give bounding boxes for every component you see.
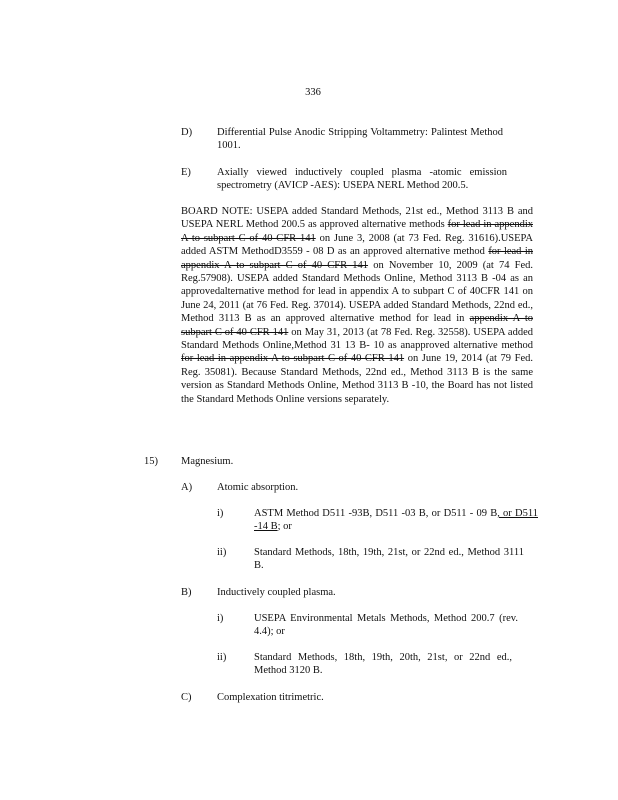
board-note-struck-1: for lead in appendix A to subpart C of 40 CFR 141 bbox=[181, 219, 533, 244]
board-note-text-4: on May 31, 2013 (at 78 Fed. Reg. 32558). USEPA added Standard Methods Online,Method 31 13 B- 10 as anapproved alternative method bbox=[181, 326, 533, 352]
item-15bi-text: USEPA Environmental Metals Methods, Method 200.7 (rev. 4.4); or bbox=[254, 613, 518, 637]
item-15c-label: C) bbox=[181, 692, 192, 703]
board-note-text-2: on June 3, 2008 (at 73 Fed. Reg. 31616).USEPA added ASTM MethodD3559 - 08 D as an approved alternative method bbox=[181, 232, 533, 258]
item-15ai-text bbox=[254, 507, 538, 533]
board-note-text-3: on November 10, 2009 (at 74 Fed. Reg.57908). USEPA added Standard Methods Online, Method 3113 B -04 as an approvedalternative method for lead in appendix A to subpart C of 40CFR 141 on June 24, 2011 (at 76 Fed. Reg. 37014). USEPA added Standard Methods, 22nd ed., Method 3113 B as an approved alternative method for lead in bbox=[181, 259, 533, 325]
item-15b-text: Inductively coupled plasma. bbox=[217, 587, 336, 598]
item-15aii-label: ii) bbox=[217, 547, 227, 558]
item-15bii-label: ii) bbox=[217, 652, 227, 663]
item-15ai-label: i) bbox=[217, 508, 224, 519]
board-note-struck-3: appendix A to subpart C of 40 CFR 141 bbox=[181, 313, 533, 338]
item-15ai-tail: ; or bbox=[277, 521, 292, 532]
item-e-text: Axially viewed inductively coupled plasma -atomic emission spectrometry (AVICP -AES): USEPA NERL Method 200.5. bbox=[217, 167, 507, 191]
board-note-struck-2: for lead in appendix A to subpart C of 40 CFR 141 bbox=[181, 246, 533, 271]
item-15a-label: A) bbox=[181, 482, 193, 493]
item-15c-text: Complexation titrimetric. bbox=[217, 692, 324, 703]
item-15bii-text: Standard Methods, 18th, 19th, 20th, 21st, or 22nd ed., Method 3120 B. bbox=[254, 652, 512, 676]
item-d-text: Differential Pulse Anodic Stripping Voltammetry: Palintest Method 1001. bbox=[217, 127, 503, 151]
item-15ai-added: , or D511 -14 B bbox=[254, 508, 538, 532]
board-note-text-1: BOARD NOTE: USEPA added Standard Methods, 21st ed., Method 3113 B and USEPA NERL Method 200.5 as approved alternative methods bbox=[181, 206, 533, 231]
board-note-struck-4: for lead in appendix A to subpart C of 40 CFR 141 bbox=[181, 353, 405, 365]
item-15ai-main: ASTM Method D511 -93B, D511 -03 B, or D511 - 09 B bbox=[254, 508, 498, 519]
item-15a-text: Atomic absorption. bbox=[217, 482, 299, 493]
item-15-text: Magnesium. bbox=[181, 456, 234, 467]
page-number: 336 bbox=[305, 87, 321, 98]
item-d-label: D) bbox=[181, 127, 193, 138]
item-15b-label: B) bbox=[181, 587, 192, 598]
item-e-label: E) bbox=[181, 167, 191, 178]
item-15-label: 15) bbox=[144, 456, 158, 467]
item-15bi-label: i) bbox=[217, 613, 224, 624]
board-note bbox=[181, 205, 533, 406]
board-note-text-5: on June 19, 2014 (at 79 Fed. Reg. 35081). Because Standard Methods, 22nd ed., Method 3113 B is the same version as Standard Methods Online, Method 3113 B -10, the Board has not listed the Standard Methods Online versions separately. bbox=[181, 353, 533, 405]
item-15aii-text: Standard Methods, 18th, 19th, 21st, or 22nd ed., Method 3111 B. bbox=[254, 547, 524, 571]
